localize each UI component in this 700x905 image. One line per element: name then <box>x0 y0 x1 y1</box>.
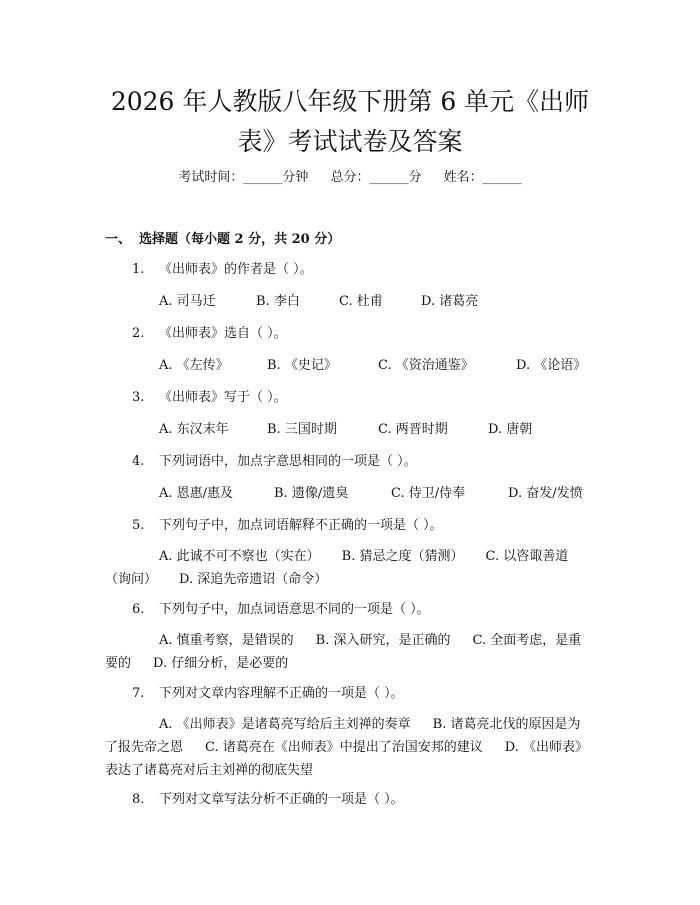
section-number: 一、 <box>105 232 132 247</box>
question-text: 下列对文章写法分析不正确的一项是（ ）。 <box>159 792 404 807</box>
option-c: C. 《资治通鉴》 <box>378 358 474 373</box>
option-b: B. 诸葛亮北伐的原因是为了报先帝之恩 <box>105 717 581 755</box>
question-3 <box>132 388 287 408</box>
question-number: 7. <box>132 686 145 701</box>
question-2 <box>132 324 287 344</box>
option-a: A. 慎重考察，是错误的 <box>159 633 294 648</box>
option-b: B. 李白 <box>256 294 300 309</box>
option-d: D. 诸葛亮 <box>421 294 479 309</box>
option-b: B. 三国时期 <box>267 422 337 437</box>
section-title: 选择题（每小题 2 分，共 20 分） <box>139 232 341 247</box>
question-text: 下列对文章内容理解不正确的一项是（ ）。 <box>159 686 404 701</box>
title-line-1: 2026 年人教版八年级下册第 6 单元《出师 <box>110 87 590 116</box>
option-a: A. 东汉末年 <box>159 422 229 437</box>
question-text: 下列句子中，加点词语意思不同的一项是（ ）。 <box>159 602 430 617</box>
question-5-options <box>105 545 591 591</box>
question-number: 5. <box>132 518 145 533</box>
option-c: C. 侍卫/侍奉 <box>391 486 466 501</box>
option-d: D. 《论语》 <box>516 358 587 373</box>
question-number: 8. <box>132 792 145 807</box>
question-4 <box>132 452 417 472</box>
question-5 <box>132 516 443 536</box>
question-number: 1. <box>132 262 145 277</box>
question-7-options <box>105 713 591 782</box>
option-c: C. 以咨诹善道（询问） <box>105 549 569 587</box>
title-line-2: 表》考试试卷及答案 <box>237 127 463 156</box>
option-c: C. 两晋时期 <box>378 422 448 437</box>
option-a: A. 此诚不可不察也（实在） <box>159 549 320 564</box>
question-text: 《出师表》写于（ ）。 <box>159 390 287 405</box>
option-d: D. 奋发/发愤 <box>508 486 583 501</box>
option-b: B. 遗像/遗臭 <box>274 486 349 501</box>
question-8 <box>132 790 404 810</box>
question-7 <box>132 684 404 704</box>
option-b: B. 《史记》 <box>267 358 337 373</box>
exam-title <box>0 82 700 162</box>
option-d: D. 仔细分析，是必要的 <box>153 656 289 671</box>
question-2-options <box>159 356 586 376</box>
option-d: D. 《出师表》表达了诸葛亮对后主刘禅的彻底失望 <box>105 740 588 778</box>
option-c: C. 诸葛亮在《出师表》中提出了治国安邦的建议 <box>205 740 483 755</box>
option-a: A. 《出师表》是诸葛亮写给后主刘禅的奏章 <box>159 717 411 732</box>
total-score-field: 总分：______分 <box>330 170 422 185</box>
option-d: D. 唐朝 <box>488 422 533 437</box>
option-c: C. 全面考虑，是重要的 <box>105 633 582 671</box>
exam-meta <box>0 168 700 188</box>
question-6-options <box>105 629 591 675</box>
question-6 <box>132 600 430 620</box>
option-a: A. 《左传》 <box>159 358 229 373</box>
question-1-options <box>159 292 478 312</box>
option-a: A. 司马迁 <box>159 294 216 309</box>
question-3-options <box>159 420 532 440</box>
question-number: 2. <box>132 326 145 341</box>
option-c: C. 杜甫 <box>339 294 383 309</box>
question-text: 《出师表》选自（ ）。 <box>159 326 287 341</box>
question-number: 3. <box>132 390 145 405</box>
question-1 <box>132 260 313 280</box>
question-text: 下列句子中，加点词语解释不正确的一项是（ ）。 <box>159 518 443 533</box>
option-b: B. 深入研究，是正确的 <box>315 633 451 648</box>
option-a: A. 恩惠/惠及 <box>159 486 234 501</box>
section-heading <box>105 230 340 250</box>
option-b: B. 猜忌之度（猜测） <box>341 549 464 564</box>
option-d: D. 深追先帝遗诏（命令） <box>179 572 328 587</box>
student-name-field: 姓名：______ <box>443 170 522 185</box>
question-text: 《出师表》的作者是（ ）。 <box>159 262 313 277</box>
question-number: 6. <box>132 602 145 617</box>
exam-time-field: 考试时间：______分钟 <box>178 170 309 185</box>
question-4-options <box>159 484 583 504</box>
question-number: 4. <box>132 454 145 469</box>
question-text: 下列词语中，加点字意思相同的一项是（ ）。 <box>159 454 417 469</box>
